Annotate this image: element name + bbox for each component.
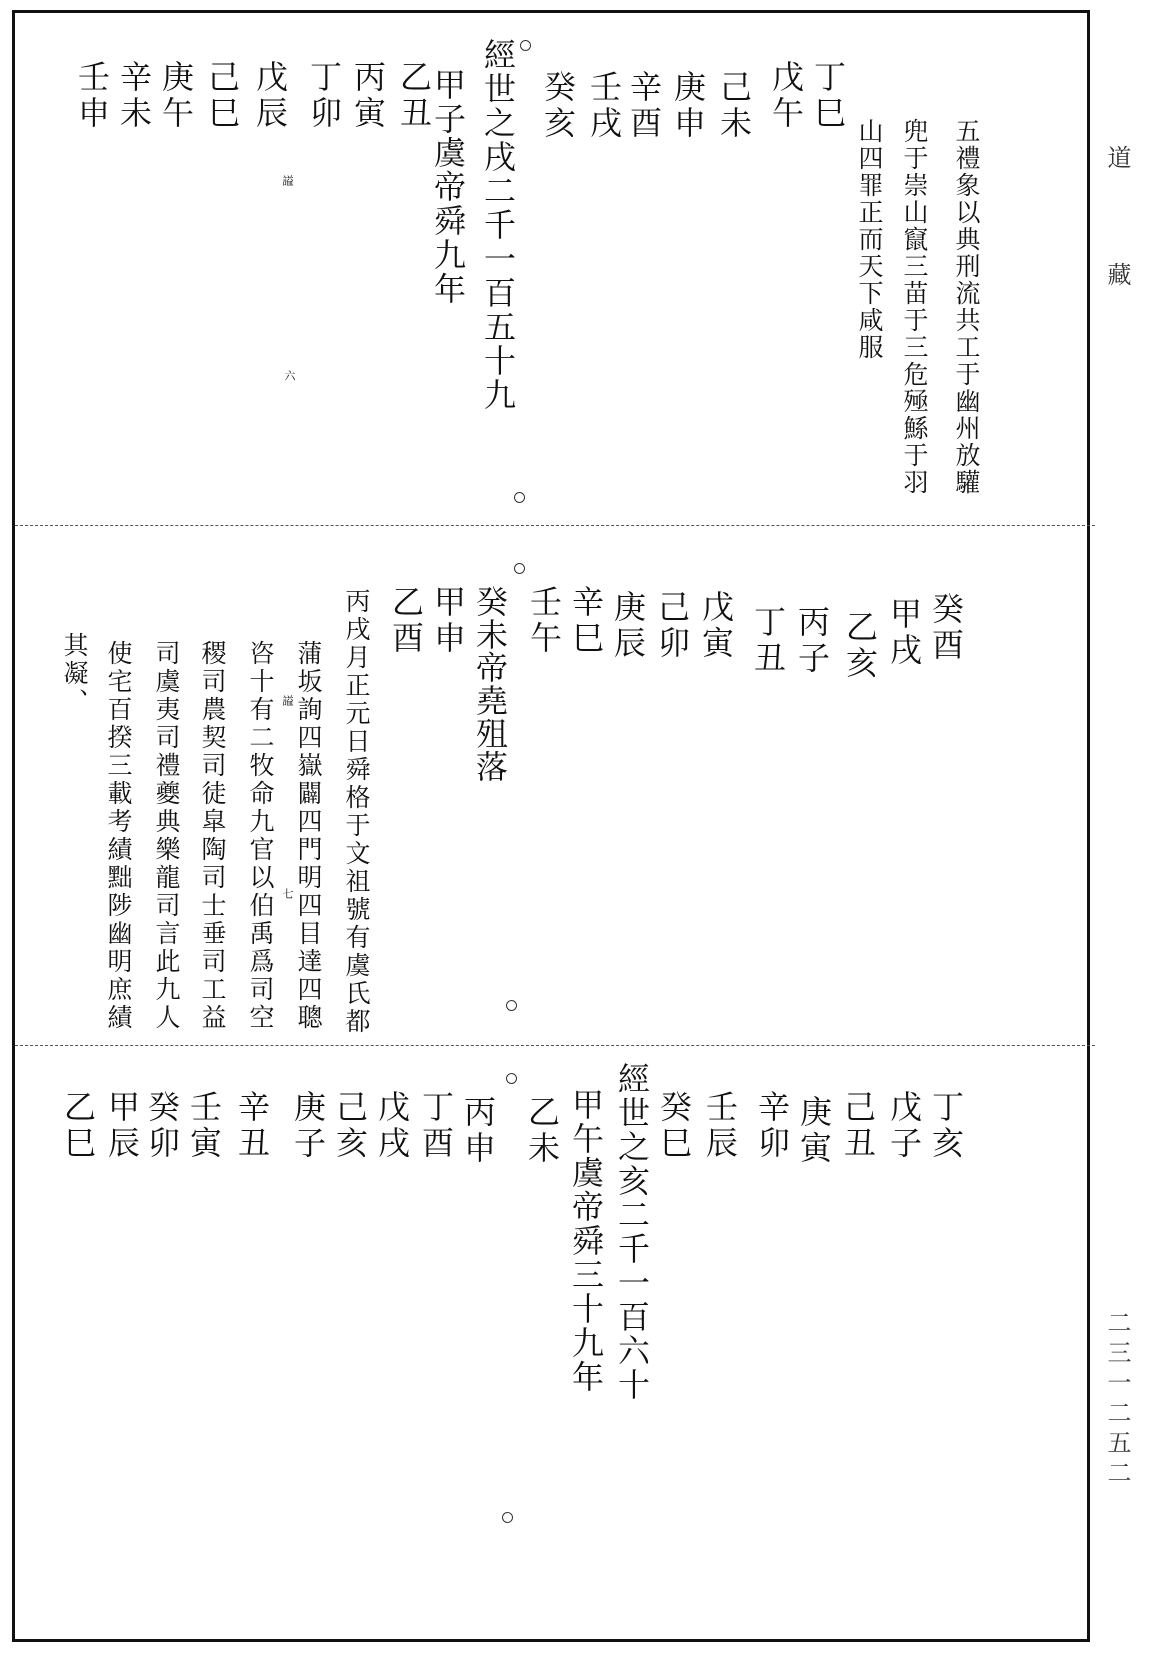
record-line: 其凝、 bbox=[60, 632, 89, 716]
record-line: 蒲坂詢四嶽闢四門明四目達四聰 bbox=[294, 640, 323, 1032]
year-label: 己卯 bbox=[653, 590, 691, 662]
note-line: 兜于崇山竄三苗于三危殛鯀于羽 bbox=[900, 118, 929, 496]
binding-hole bbox=[514, 563, 525, 574]
year-label: 己亥 bbox=[331, 1090, 369, 1162]
year-label: 癸巳 bbox=[655, 1090, 693, 1162]
margin-header-bottom: 藏 bbox=[1103, 262, 1131, 286]
binding-hole bbox=[520, 40, 531, 51]
year-label: 甲申 bbox=[429, 585, 467, 657]
year-label: 辛卯 bbox=[753, 1090, 791, 1162]
year-label: 癸卯 bbox=[143, 1090, 181, 1162]
year-label: 丙申 bbox=[459, 1095, 497, 1167]
year-label: 己巳 bbox=[203, 60, 241, 132]
year-label: 丁酉 bbox=[417, 1090, 455, 1162]
year-label: 壬辰 bbox=[701, 1090, 739, 1162]
panel-divider-2 bbox=[15, 1045, 1095, 1046]
note-line: 山四罪正而天下咸服 bbox=[855, 118, 884, 361]
year-label: 戊子 bbox=[885, 1090, 923, 1162]
record-line: 司虞夷司禮夔典樂龍司言此九人 bbox=[152, 640, 181, 1032]
margin-header-top: 道 bbox=[1103, 145, 1131, 169]
year-label: 甲戌 bbox=[885, 597, 923, 669]
record-line: 咨十有二牧命九官以伯禹爲司空 bbox=[246, 640, 275, 1032]
gutter-mark: 七 bbox=[281, 888, 294, 899]
record-line: 使宅百揆三載考績黜陟幽明庶績 bbox=[104, 640, 133, 1032]
year-label: 丁卯 bbox=[305, 60, 343, 132]
year-label: 乙未 bbox=[523, 1095, 561, 1167]
year-label: 乙巳 bbox=[59, 1090, 97, 1162]
year-label: 庚子 bbox=[289, 1090, 327, 1162]
year-label: 乙酉 bbox=[387, 585, 425, 657]
year-label: 庚午 bbox=[157, 60, 195, 132]
reign-heading: 甲子虞帝舜九年 bbox=[429, 68, 467, 306]
year-label: 壬寅 bbox=[185, 1090, 223, 1162]
note-line: 五禮象以典刑流共工于幽州放驩 bbox=[952, 118, 981, 496]
year-label: 辛巳 bbox=[567, 585, 605, 657]
year-label: 戊辰 bbox=[251, 60, 289, 132]
year-label: 甲辰 bbox=[103, 1090, 141, 1162]
record-line: 稷司農契司徒皐陶司士垂司工益 bbox=[198, 640, 227, 1032]
year-label: 丙子 bbox=[793, 605, 831, 677]
record-line: 丙戌月正元日舜格于文祖號有虞氏都 bbox=[342, 588, 371, 1036]
year-label: 壬午 bbox=[525, 585, 563, 657]
year-label: 丁丑 bbox=[749, 605, 787, 677]
gutter-mark: 六 bbox=[283, 370, 296, 381]
panel-divider-1 bbox=[15, 525, 1095, 526]
year-label: 庚寅 bbox=[795, 1095, 833, 1167]
year-label: 壬申 bbox=[73, 60, 111, 132]
gutter-mark: 謚 bbox=[281, 175, 294, 186]
year-label: 乙亥 bbox=[841, 610, 879, 682]
epoch-heading: 經世之戌二千一百五十九 bbox=[479, 38, 517, 412]
year-label: 辛酉 bbox=[625, 70, 663, 142]
year-label: 己未 bbox=[715, 70, 753, 142]
binding-hole bbox=[514, 492, 525, 503]
year-label: 丙寅 bbox=[349, 60, 387, 132]
year-label: 丁亥 bbox=[927, 1090, 965, 1162]
year-label: 庚申 bbox=[669, 70, 707, 142]
event-line: 癸未帝堯殂落 bbox=[471, 585, 509, 783]
epoch-heading: 經世之亥二千一百六十 bbox=[613, 1062, 651, 1402]
binding-hole bbox=[506, 1073, 517, 1084]
year-label: 戊戌 bbox=[373, 1090, 411, 1162]
year-label: 乙丑 bbox=[395, 60, 433, 132]
year-label: 辛未 bbox=[115, 60, 153, 132]
year-label: 癸亥 bbox=[539, 70, 577, 142]
binding-hole bbox=[502, 1512, 513, 1523]
year-label: 己丑 bbox=[839, 1090, 877, 1162]
year-label: 癸酉 bbox=[927, 592, 965, 664]
binding-hole bbox=[506, 1000, 517, 1011]
reign-heading: 甲午虞帝舜三十九年 bbox=[567, 1088, 605, 1394]
year-label: 戊午 bbox=[767, 60, 805, 132]
year-label: 壬戌 bbox=[585, 70, 623, 142]
margin-page-number: 二三一二五二 bbox=[1103, 1310, 1131, 1490]
year-label: 庚辰 bbox=[609, 590, 647, 662]
year-label: 丁巳 bbox=[809, 60, 847, 132]
gutter-mark: 謚 bbox=[281, 695, 294, 706]
year-label: 戊寅 bbox=[697, 590, 735, 662]
year-label: 辛丑 bbox=[233, 1090, 271, 1162]
